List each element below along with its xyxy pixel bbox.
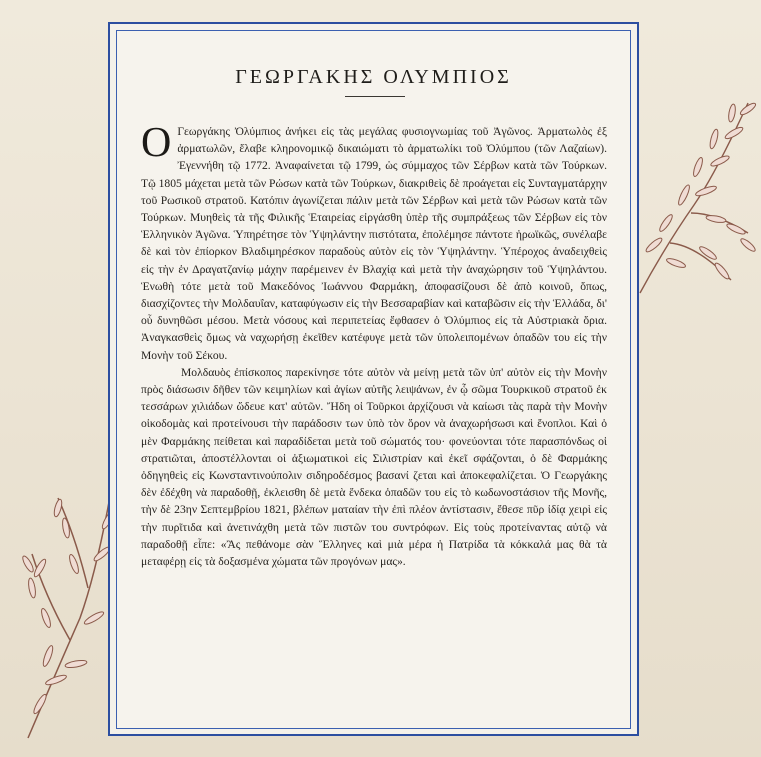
paragraph-1-text: Γεωργάκης Ὀλύμπιος ἀνήκει εἰς τὰς μεγάλας φυσιογνωμίας τοῦ Ἀγῶνος. Ἁρματωλὸς ἐξ ἁρματωλῶν, ἔλαβε κληρονομικῷ δικαιώματι τὸ ἁρματωλίκι τοῦ Ὀλύμπου (τῶν Λαζαίων). Ἐγεννήθη τῷ 1772. Ἀναφαίνεται τῷ 1799, ὡς σύμμαχος τῶν Σέρβων κατὰ τῶν Τούρκων. Τῷ 1805 μάχεται μετὰ τῶν Ρώσων κατὰ τῶν Τούρκων, διακριθεὶς δὲ προάγεται εἰς Συνταγματάρχην τοῦ Ρωσικοῦ στρατοῦ. Κατόπιν ἀγωνίζεται πάλιν μετὰ τῶν Σέρβων καὶ μετὰ τῶν Ρώσων κατὰ τῶν Τούρκων. Μυηθεὶς τὰ τῆς Φιλικῆς Ἑταιρείας εἰργάσθη ὑπὲρ τῆς συμπράξεως τῶν Σέρβων εἰς τὸν Ἑλληνικὸν Ἀγῶνα. Ὑπηρέτησε τὸν Ὑψηλάντην πιστότατα, ἐπολέμησε πάντοτε ἡρωϊκῶς, συνέλαβε δὲ καὶ τὸν ἐπίορκον Βλαδιμηρέσκον παραδοὺς αὐτὸν εἰς τὸν Ὑψηλάντην. Ὑπέροχος ἀναδειχθεὶς εἰς τὴν ἐν Δραγατζανίῳ μάχην παρέμεινεν ἐν Βλαχίᾳ καὶ μετὰ τὴν ἀναχώρησιν τοῦ Ὑψηλάντου. Ἑνωθὴ τότε μετὰ τοῦ Μακεδόνος Ἰωάννου Φαρμάκη, ἀποφασίζουσι δὲ ἀπὸ κοινοῦ, ὅπως, διασχίζοντες τὴν Μολδαυΐαν, καταφύγωσιν εἰς τὴν Βεσσαραβίαν καὶ καταβῶσιν εἰς τὴν Ἑλλάδα, δι' οὗ δυνηθῶσι μέσου. Μετὰ νόσους καὶ περιπετείας ἔφθασεν ὁ Ὀλύμπιος εἰς τὰ Αὐστριακὰ ὅρια. Ἀναγκασθεὶς ὅμως νὰ ναχωρήσῃ ἐκεῖθεν κατέφυγε μετὰ τῶν ὑπολειπομένων ὀπαδῶν του εἰς τὴν Μονὴν τοῦ Σέκου. — [141, 125, 607, 362]
biography-text — [141, 120, 607, 570]
drop-cap-letter: Ο — [141, 120, 172, 166]
title-underline — [345, 96, 405, 97]
page-title: ΓΕΩΡΓΑΚΗΣ ΟΛΥΜΠΙΟΣ — [235, 66, 512, 88]
olive-branch-right-icon — [636, 95, 761, 295]
paragraph-2: Μολδαυὸς ἐπίσκοπος παρεκίνησε τότε αὐτὸν νὰ μείνῃ μετὰ τῶν ὑπ' αὐτὸν εἰς τὴν Μονὴν πρὸς διάσωσιν δῆθεν τῶν κειμηλίων καὶ ἁγίων αὐτῆς λειψάνων, ἐν ᾧ σῶμα Τουρκικοῦ στρατοῦ ἐκ τεσσάρων χιλιάδων ὥδευε κατ' αὐτῶν. Ἤδη οἱ Τοῦρκοι ἀρχίζουσι νὰ καίωσι τὰς παρὰ τὴν Μονὴν οἰκοδομὰς καὶ προτείνουσι τὴν παράδοσιν των ὑπὸ τὸν ὅρον νὰ ἀναχωρήσωσι καὶ ἔνοπλοι. Καὶ ὁ μὲν Φαρμάκης πείθεται καὶ παραδίδεται μετὰ τοῦ σώματός του· φονεύονται τότε παρασπόνδως οἱ στρατιῶται, ἀποστέλλονται οἱ ἀξιωματικοὶ εἰς Σιλιστρίαν καὶ ἐκεῖ σφάζονται, ὁ δὲ Φαρμάκης ὁδηγηθεὶς εἰς Κωνσταντινούπολιν σιδηροδέσμος βασανί ζεται καὶ ἀποκεφαλίζεται. Ὁ Γεωργάκης δὲν ἐδέχθη νὰ παραδοθῇ, ἐκλεισθη δὲ μετὰ ἕνδεκα ὀπαδῶν του εἰς τὸ κωδωνοστάσιον τῆς Μονῆς, τὴν δὲ 23ην Σεπτεμβρίου 1821, βλέπων ματαίαν τὴν ἐπὶ πλέον ἀντίστασιν, ἔθεσε πῦρ ἰδίᾳ χειρὶ εἰς τὴν πυρῖτιδα καὶ ἀνετινάχθη μετὰ τῶν πιστῶν του συντρόφων. Εἰς τοὺς προτείναντας αὐτῷ νὰ παραδοθῇ εἶπε: «Ἂς πεθάνομε σὰν Ἕλληνες καὶ μιὰ μέρα ἡ Πατρίδα τὰ κόκκαλά μας θὰ τὰ μεταφέρῃ εἰς τὰ δοξασμένα χώματα τῶν προγόνων μας». — [141, 365, 607, 569]
paragraph-1 — [141, 120, 607, 364]
